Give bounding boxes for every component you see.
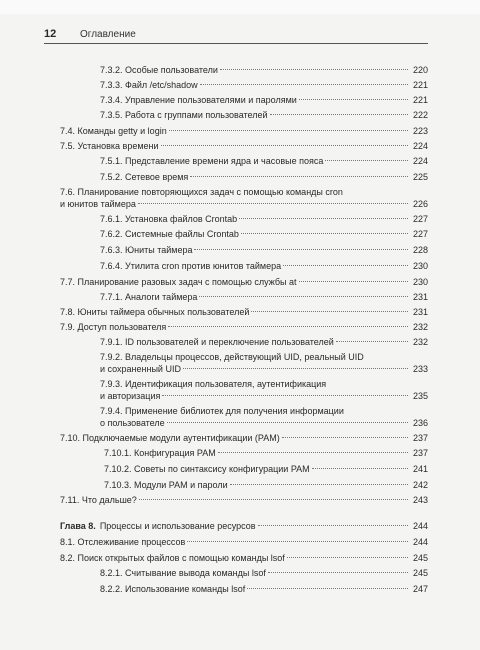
dot-leader	[199, 296, 408, 297]
toc-entry	[60, 64, 428, 78]
toc-entry	[60, 536, 428, 550]
toc-entry-title: 7.4. Команды getty и login	[60, 126, 167, 136]
toc-entry-title: 7.3.4. Управление пользователями и паролями	[100, 95, 297, 105]
toc-entry	[60, 463, 428, 477]
toc-page-number: 228	[412, 245, 428, 255]
toc-entry	[60, 94, 428, 108]
toc-page-number: 222	[412, 110, 428, 120]
dot-leader	[312, 468, 408, 469]
toc-page-number: 220	[412, 65, 428, 75]
toc-entry-title: 7.6.4. Утилита cron против юнитов таймера	[100, 261, 282, 271]
toc-entry	[60, 336, 428, 350]
toc-entry	[60, 567, 428, 581]
toc-page-number: 237	[412, 448, 428, 458]
dot-leader	[168, 326, 408, 327]
toc-page-number: 230	[412, 277, 428, 287]
toc-entry-title: 7.3.5. Работа с группами пользователей	[100, 110, 268, 120]
toc-page-number: 232	[412, 337, 428, 347]
toc-entry	[60, 244, 428, 258]
dot-leader	[167, 422, 408, 423]
toc-page-number: 233	[412, 364, 428, 374]
chapter-label: Глава 8.	[60, 521, 96, 531]
toc-entry	[60, 213, 428, 227]
toc-page-number: 245	[412, 568, 428, 578]
toc-page-number: 237	[412, 433, 428, 443]
dot-leader	[251, 311, 408, 312]
page-number: 12	[44, 28, 57, 40]
toc-entry	[60, 125, 428, 139]
toc-entry	[60, 432, 428, 446]
page-top-edge	[0, 0, 480, 14]
toc-entry-title: 7.6.2. Системные файлы Crontab	[100, 229, 239, 239]
toc-entry-title: 7.7.1. Аналоги таймера	[100, 292, 198, 302]
toc-entry	[60, 228, 428, 242]
toc-entry	[60, 155, 428, 169]
toc-entry-title: 7.3.3. Файл /etc/shadow	[100, 80, 198, 90]
toc-entry-title: 7.5.2. Сетевое время	[100, 172, 189, 182]
toc-entry	[60, 171, 428, 185]
toc-page-number: 221	[412, 95, 428, 105]
toc-entry-title: 7.7. Планирование разовых задач с помощью службы at	[60, 277, 297, 287]
toc-entry	[60, 140, 428, 154]
running-title: Оглавление	[80, 29, 136, 40]
toc-page-number: 232	[412, 322, 428, 332]
dot-leader	[282, 437, 408, 438]
dot-leader	[139, 499, 408, 500]
toc-entry-title: 8.2. Поиск открытых файлов с помощью команды lsof	[60, 553, 285, 563]
toc-page-number: 242	[412, 480, 428, 490]
dot-leader	[270, 114, 408, 115]
toc-entry-title: и сохраненный UID	[100, 364, 181, 374]
toc-entry	[60, 552, 428, 566]
toc-entry-title: 7.10. Подключаемые модули аутентификации (PAM)	[60, 433, 280, 443]
toc-page-number: 223	[412, 126, 428, 136]
toc-entry	[60, 447, 428, 461]
toc-entry	[60, 405, 428, 431]
toc-page-number: 224	[412, 141, 428, 151]
toc-entry	[60, 494, 428, 508]
toc-page-number: 243	[412, 495, 428, 505]
toc-entry-title: 7.9. Доступ пользователя	[60, 322, 167, 332]
toc-page-number: 245	[412, 553, 428, 563]
dot-leader	[247, 588, 408, 589]
toc-page-number: 227	[412, 229, 428, 239]
toc-entry	[60, 583, 428, 597]
toc-entry-title: 7.9.4. Применение библиотек для получения информации	[100, 406, 344, 416]
toc-page-number: 244	[412, 537, 428, 547]
toc-entry-title: 7.6.3. Юниты таймера	[100, 245, 193, 255]
dot-leader	[283, 265, 408, 266]
toc-page-number: 247	[412, 584, 428, 594]
toc-entry-title: 8.1. Отслеживание процессов	[60, 537, 186, 547]
toc-page-number: 231	[412, 292, 428, 302]
toc-entry-title: 7.5. Установка времени	[60, 141, 159, 151]
toc-page-number: 227	[412, 214, 428, 224]
toc-entry	[60, 479, 428, 493]
toc-entry	[60, 291, 428, 305]
toc-page-number: 244	[412, 521, 428, 531]
toc-entry-title: 7.8. Юниты таймера обычных пользователей	[60, 307, 250, 317]
toc-entry-title: 7.9.3. Идентификация пользователя, аутентификация	[100, 379, 327, 389]
toc-entry	[60, 186, 428, 212]
toc-entry-title: 7.3.2. Особые пользователи	[100, 65, 218, 75]
toc-entry-title: Процессы и использование ресурсов	[99, 521, 256, 531]
toc-page-number: 230	[412, 261, 428, 271]
dot-leader	[299, 99, 408, 100]
toc-entry	[60, 276, 428, 290]
toc-entry	[60, 306, 428, 320]
toc-entry	[60, 520, 428, 534]
toc-entry-title: 8.2.1. Считывание вывода команды lsof	[100, 568, 266, 578]
dot-leader	[190, 176, 408, 177]
toc-entry-title: 7.9.1. ID пользователей и переключение пользователей	[100, 337, 334, 347]
toc-page-number: 231	[412, 307, 428, 317]
toc-entry	[60, 109, 428, 123]
toc-page-number: 225	[412, 172, 428, 182]
dot-leader	[200, 84, 408, 85]
dot-leader	[336, 341, 408, 342]
toc-page-number: 235	[412, 391, 428, 401]
dot-leader	[258, 525, 408, 526]
toc-page-number: 236	[412, 418, 428, 428]
dot-leader	[162, 395, 408, 396]
toc-entry-title: 8.2.2. Использование команды lsof	[100, 584, 246, 594]
toc-page-number: 226	[412, 199, 428, 209]
dot-leader	[220, 69, 408, 70]
toc-entry-title: 7.6. Планирование повторяющихся задач с помощью команды cron	[60, 187, 343, 197]
toc-entry-title: 7.6.1. Установка файлов Crontab	[100, 214, 238, 224]
toc-entry	[60, 378, 428, 404]
dot-leader	[239, 218, 408, 219]
toc-entry-title: 7.10.2. Советы по синтаксису конфигурации PAM	[104, 464, 310, 474]
toc-entry-title: 7.9.2. Владельцы процессов, действующий UID, реальный UID	[100, 352, 364, 362]
toc-entry	[60, 351, 428, 377]
dot-leader	[187, 541, 408, 542]
dot-leader	[299, 281, 408, 282]
toc-entry-title: 7.5.1. Представление времени ядра и часовые пояса	[100, 156, 324, 166]
dot-leader	[287, 557, 408, 558]
dot-leader	[161, 145, 408, 146]
toc-page-number: 224	[412, 156, 428, 166]
toc-entry-title: и авторизация	[100, 391, 161, 401]
toc-entry-title: о пользователе	[100, 418, 165, 428]
dot-leader	[169, 130, 408, 131]
dot-leader	[218, 452, 408, 453]
toc-entry-title: 7.11. Что дальше?	[60, 495, 137, 505]
dot-leader	[268, 572, 408, 573]
page-header	[44, 28, 428, 44]
toc-entry	[60, 321, 428, 335]
dot-leader	[194, 249, 408, 250]
toc-page-number: 221	[412, 80, 428, 90]
dot-leader	[138, 203, 408, 204]
dot-leader	[230, 484, 408, 485]
dot-leader	[325, 160, 408, 161]
toc-entry-title: 7.10.3. Модули PAM и пароли	[104, 480, 228, 490]
toc-entry-title: 7.10.1. Конфигурация PAM	[104, 448, 216, 458]
toc-entry-title: и юнитов таймера	[60, 199, 136, 209]
dot-leader	[241, 233, 408, 234]
dot-leader	[183, 368, 408, 369]
toc-entry	[60, 79, 428, 93]
toc-entry	[60, 260, 428, 274]
toc-page-number: 241	[412, 464, 428, 474]
